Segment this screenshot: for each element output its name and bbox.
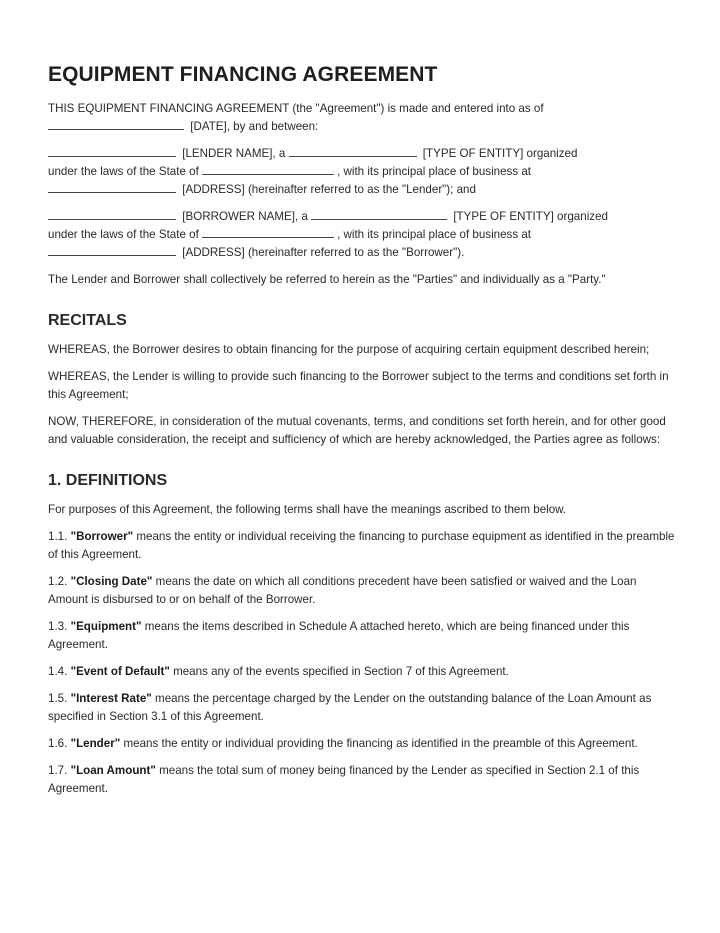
- definition-text: means the items described in Schedule A attached hereto, which are being financed under this Agreement.: [48, 620, 630, 651]
- definition-term: "Equipment": [70, 620, 142, 633]
- parties-paragraph: The Lender and Borrower shall collectively be referred to herein as the "Parties" and individually as a "Party.": [48, 273, 606, 286]
- borrower-name-placeholder: [BORROWER NAME], a: [182, 210, 308, 223]
- definition-item: [48, 690, 678, 726]
- recital-paragraph: WHEREAS, the Lender is willing to provide such financing to the Borrower subject to the terms and conditions set forth in this Agreement;: [48, 370, 669, 401]
- recital-paragraph: NOW, THEREFORE, in consideration of the mutual covenants, terms, and conditions set forth herein, and for other good and valuable consideration, the receipt and sufficiency of which are hereby acknowledged, the Parties agree as follows:: [48, 415, 666, 446]
- date-blank: [48, 118, 184, 130]
- definition-number: 1.2.: [48, 575, 68, 588]
- borrower-state-blank: [202, 226, 334, 238]
- borrower-entity-blank: [311, 208, 447, 220]
- preamble-paragraph: [48, 100, 678, 136]
- preamble-intro: THIS EQUIPMENT FINANCING AGREEMENT (the "Agreement") is made and entered into as of: [48, 102, 544, 115]
- lender-state-text: under the laws of the State of: [48, 165, 199, 178]
- definitions-heading: 1. DEFINITIONS: [48, 472, 168, 489]
- definition-term: "Event of Default": [70, 665, 170, 678]
- definition-text: means the percentage charged by the Lender on the outstanding balance of the Loan Amount as specified in Section 3.1 of this Agreement.: [48, 692, 652, 723]
- definition-number: 1.5.: [48, 692, 68, 705]
- definition-item: [48, 618, 678, 654]
- definition-term: "Closing Date": [70, 575, 153, 588]
- borrower-name-blank: [48, 208, 176, 220]
- borrower-address-blank: [48, 244, 176, 256]
- definition-text: means the date on which all conditions precedent have been satisfied or waived and the Loan Amount is disbursed to or on behalf of the Borrower.: [48, 575, 637, 606]
- borrower-address-placeholder: [ADDRESS] (hereinafter referred to as the "Borrower").: [182, 246, 465, 259]
- definition-number: 1.6.: [48, 737, 68, 750]
- definition-number: 1.1.: [48, 530, 68, 543]
- definition-item: [48, 735, 678, 753]
- definition-item: [48, 762, 678, 798]
- definition-term: "Loan Amount": [70, 764, 156, 777]
- lender-address-blank: [48, 181, 176, 193]
- borrower-paragraph: [48, 208, 678, 262]
- borrower-state-text: under the laws of the State of: [48, 228, 199, 241]
- definition-text: means the entity or individual providing the financing as identified in the preamble of this Agreement.: [123, 737, 638, 750]
- definition-item: [48, 528, 678, 564]
- definition-text: means the total sum of money being financed by the Lender as specified in Section 2.1 of this Agreement.: [48, 764, 640, 795]
- definition-number: 1.7.: [48, 764, 68, 777]
- definition-term: "Interest Rate": [70, 692, 152, 705]
- date-placeholder: [DATE], by and between:: [190, 120, 319, 133]
- definition-term: "Borrower": [70, 530, 134, 543]
- lender-state-blank: [202, 163, 334, 175]
- definition-text: means the entity or individual receiving the financing to purchase equipment as identified in the preamble of this Agreement.: [48, 530, 675, 561]
- definition-term: "Lender": [70, 737, 121, 750]
- lender-address-placeholder: [ADDRESS] (hereinafter referred to as the "Lender"); and: [182, 183, 476, 196]
- definition-number: 1.3.: [48, 620, 68, 633]
- document-page: [48, 62, 678, 807]
- lender-paragraph: [48, 145, 678, 199]
- lender-business-text: , with its principal place of business at: [337, 165, 532, 178]
- definition-text: means any of the events specified in Section 7 of this Agreement.: [173, 665, 509, 678]
- definition-item: [48, 663, 678, 681]
- lender-entity-blank: [289, 145, 417, 157]
- definition-item: [48, 573, 678, 609]
- recitals-heading: RECITALS: [48, 312, 127, 329]
- definitions-intro: For purposes of this Agreement, the following terms shall have the meanings ascribed to them below.: [48, 503, 567, 516]
- recital-paragraph: WHEREAS, the Borrower desires to obtain financing for the purpose of acquiring certain equipment described herein;: [48, 343, 650, 356]
- lender-entity-placeholder: [TYPE OF ENTITY] organized: [422, 147, 578, 160]
- lender-name-blank: [48, 145, 176, 157]
- borrower-business-text: , with its principal place of business at: [337, 228, 532, 241]
- borrower-entity-placeholder: [TYPE OF ENTITY] organized: [453, 210, 608, 223]
- document-title: EQUIPMENT FINANCING AGREEMENT: [48, 63, 438, 86]
- lender-name-placeholder: [LENDER NAME], a: [182, 147, 286, 160]
- definition-number: 1.4.: [48, 665, 68, 678]
